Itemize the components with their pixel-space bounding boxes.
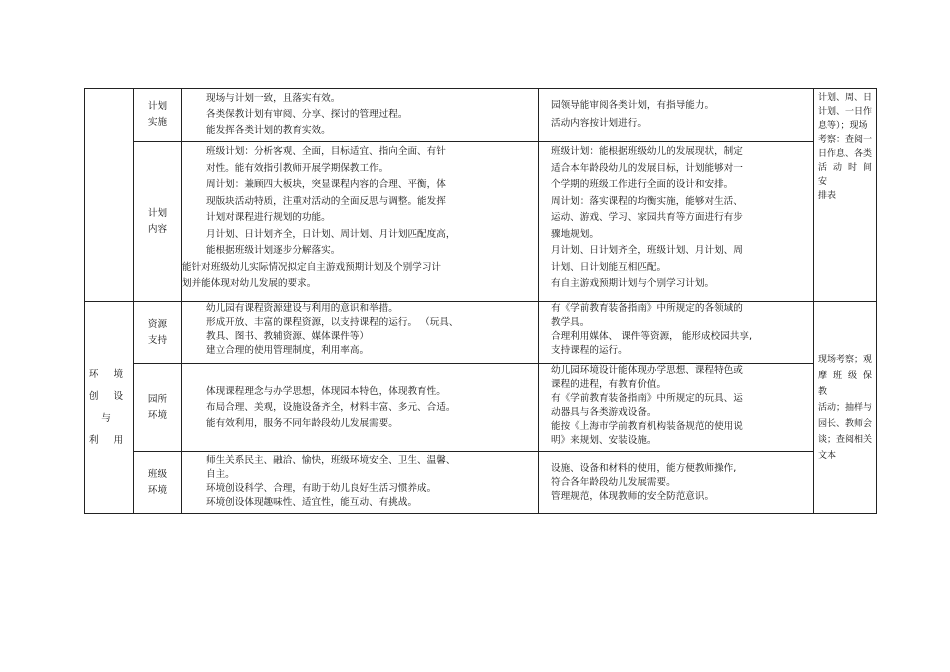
sub-item-campus-environment <box>134 364 182 452</box>
criteria-line: 环境创设体现趣味性、适宜性，能互动、有挑战。 <box>206 497 418 508</box>
criteria-line: 划并能体现对幼儿发展的要求。 <box>182 278 317 289</box>
criteria-cell <box>182 452 539 514</box>
standard-line: 合理利用媒体、 课件等资源， 能形成校园共享, <box>551 331 753 342</box>
standard-cell <box>539 142 814 302</box>
standard-line: 计划、日计划能互相匹配。 <box>551 261 667 273</box>
standard-line: 课程的进程，有教育价值。 <box>551 379 667 390</box>
criteria-line: 计划对课程进行规划的功能。 <box>206 212 331 223</box>
criteria-line: 班级计划：分析客观、全面，目标适宜、指向全面、有针 <box>206 146 446 157</box>
criteria-cell <box>182 89 539 142</box>
method-line: 现场考察；观 <box>818 354 873 365</box>
criteria-line: 体现课程理念与办学思想，体现园本特色，体现教育性。 <box>206 385 446 397</box>
standard-cell <box>539 89 814 142</box>
method-cell <box>814 89 877 302</box>
criteria-line: 现场与计划一致，且落实有效。 <box>206 93 341 104</box>
standard-line: 动器具与各类游戏设备。 <box>551 407 657 418</box>
criteria-line: 师生关系民主、融洽、愉快，班级环境安全、卫生、温馨、 <box>206 455 456 466</box>
sub-item-label: 计划 <box>147 101 168 112</box>
standard-line: 幼儿园环境设计能体现办学思想、课程特色或 <box>551 365 743 376</box>
standard-line: 骤地规划。 <box>551 228 599 240</box>
criteria-line: 周计划：兼顾四大板块，突显课程内容的合理、平衡，体 <box>206 179 446 190</box>
category-label: 利 用 <box>88 434 130 446</box>
method-line: 日作息、各类 <box>818 149 873 159</box>
table-row <box>85 364 877 452</box>
criteria-line: 教具、图书、教辅资源、媒体课件等） <box>206 331 370 342</box>
category-label: 环 境 <box>88 368 130 380</box>
criteria-line: 能发挥各类计划的教育实效。 <box>206 125 331 136</box>
method-line: 考察：查阅一 <box>818 135 873 145</box>
standard-line: 有自主游戏预期计划与个别学习计划。 <box>551 278 715 289</box>
criteria-line: 月计划、日计划齐全，日计划、周计划、月计划匹配度高， <box>206 228 456 240</box>
sub-item-label: 资源 <box>147 318 168 330</box>
criteria-cell <box>182 302 539 364</box>
method-line: 摩 班 级 保 教 <box>818 370 872 397</box>
criteria-line: 布局合理、美观，设施设备齐全，材料丰富、多元、合适。 <box>206 401 456 413</box>
method-line: 排表 <box>818 191 837 201</box>
standard-cell <box>539 302 814 364</box>
criteria-line: 能根据班级计划逐步分解落实。 <box>206 245 341 256</box>
sub-item-label: 支持 <box>147 334 168 346</box>
standard-line: 运动、游戏、学习、家园共育等方面进行有步 <box>551 212 743 223</box>
criteria-cell <box>182 364 539 452</box>
criteria-line: 建立合理的使用管理制度，利用率高。 <box>206 345 370 356</box>
method-line: 计划、一日作 <box>818 107 873 117</box>
sub-item-plan-content <box>134 142 182 302</box>
standard-line: 周计划：落实课程的均衡实施，能够对生活、 <box>551 195 743 207</box>
criteria-cell <box>182 142 539 302</box>
sub-item-label: 内容 <box>147 223 168 235</box>
method-line: 园长、教师会 <box>818 418 873 429</box>
category-environment <box>85 302 134 514</box>
standard-line: 有《学前教育装备指南》中所规定的玩具、运 <box>551 393 743 404</box>
criteria-line: 能有效利用，服务不同年龄段幼儿发展需要。 <box>206 417 398 429</box>
method-line: 息等）；现场 <box>818 121 868 131</box>
standard-line: 园领导能审阅各类计划，有指导能力。 <box>551 100 715 111</box>
standard-cell <box>539 452 814 514</box>
standard-line: 有《学前教育装备指南》中所规定的各领域的 <box>551 303 743 314</box>
evaluation-table <box>84 88 877 514</box>
table-row <box>85 452 877 514</box>
criteria-line: 能针对班级幼儿实际情况拟定自主游戏预期计划及个别学习计 <box>182 261 442 273</box>
method-line: 活 动 时 间 安 <box>818 163 872 187</box>
criteria-line: 对性。能有效指引教师开展学期保教工作。 <box>206 162 389 174</box>
criteria-line: 幼儿园有课程资源建设与利用的意识和举措。 <box>206 303 398 314</box>
category-label: 创 设 <box>88 390 130 402</box>
sub-item-label: 实施 <box>147 117 168 128</box>
table-row <box>85 89 877 142</box>
standard-line: 符合各年龄段幼儿发展需要。 <box>551 476 676 488</box>
table-row <box>85 302 877 364</box>
criteria-line: 形成开放、丰富的课程资源，以支持课程的运行。 （玩具、 <box>206 317 459 328</box>
standard-line: 班级计划：能根据班级幼儿的发展现状，制定 <box>551 146 743 157</box>
method-line: 谈；查阅相关 <box>818 434 873 445</box>
criteria-line: 各类保教计划有审阅、分享、探讨的管理过程。 <box>206 109 408 120</box>
method-line: 活动；抽样与 <box>818 402 873 413</box>
method-line: 文本 <box>818 450 837 461</box>
sub-item-resources <box>134 302 182 364</box>
sub-item-classroom-environment <box>134 452 182 514</box>
standard-line: 支持课程的运行。 <box>551 345 628 356</box>
method-line: 计划、周、日 <box>818 93 873 103</box>
criteria-line: 现版块活动特质，注重对活动的全面反思与调整。能发挥 <box>206 195 446 207</box>
standard-cell <box>539 364 814 452</box>
table-row <box>85 142 877 302</box>
method-cell-environment <box>814 302 877 514</box>
standard-line: 活动内容按计划进行。 <box>551 118 647 129</box>
standard-line: 月计划、日计划齐全，班级计划、月计划、周 <box>551 245 743 256</box>
standard-line: 能按《上海市学前教育机构装备规范的使用说 <box>551 421 743 432</box>
sub-item-label: 环境 <box>147 409 168 421</box>
sub-item-label: 班级 <box>147 468 168 480</box>
criteria-line: 自主。 <box>206 469 235 480</box>
standard-line: 明》来规划、安装设施。 <box>551 435 657 446</box>
sub-item-label: 环境 <box>147 484 168 496</box>
category-cell-blank <box>85 89 134 302</box>
sub-item-label: 计划 <box>147 207 168 219</box>
sub-item-plan-implementation <box>134 89 182 142</box>
standard-line: 设施、设备和材料的使用，能方便教师操作, <box>551 462 737 474</box>
category-label: 与 <box>101 412 117 424</box>
sub-item-label: 园所 <box>147 393 168 405</box>
standard-line: 个学期的班级工作进行全面的设计和安排。 <box>551 179 734 190</box>
criteria-line: 环境创设科学、合理，有助于幼儿良好生活习惯养成。 <box>206 483 437 494</box>
standard-line: 管理规范，体现教师的安全防范意识。 <box>551 490 715 502</box>
standard-line: 教学具。 <box>551 317 590 328</box>
standard-line: 适合本年龄段幼儿的发展目标，计划能够对一 <box>551 162 743 174</box>
